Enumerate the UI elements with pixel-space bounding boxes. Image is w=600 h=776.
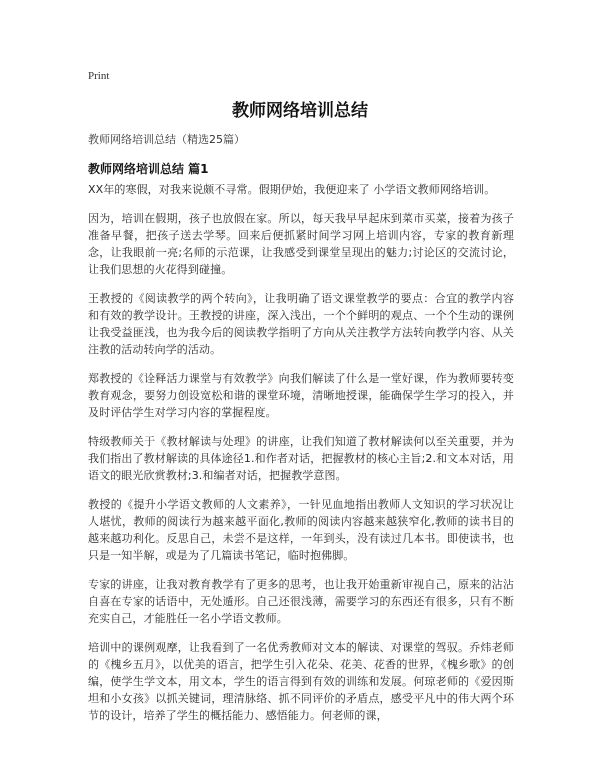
paragraph-6: 教授的《提升小学语文教师的人文素养》，一针见血地指出教师人文知识的学习状况让人堪忧，教师的阅读行为越来越平面化,教师的阅读内容越来越狭窄化,教师的读书目的越来越功利化。反思自己，未尝不是这样，一年到头，没有读过几本书。即使读书，也只是一知半解，或是为了几篇读书笔记，临时抱佛脚。 [88, 498, 514, 562]
document-body [88, 181, 514, 736]
paragraph-3: 王教授的《阅读教学的两个转向》，让我明确了语文课堂教学的要点：合宜的教学内容和有效的教学设计。王教授的讲座，深入浅出，一个个鲜明的观点、一个个生动的课例让我受益匪浅，也为我今后的阅读教学指明了方向从关注教学方法转向教学内容、从关注教的活动转向学的活动。 [88, 292, 514, 356]
paragraph-8: 培训中的课例观摩，让我看到了一名优秀教师对文本的解读、对课堂的驾驭。乔炜老师的《槐乡五月》，以优美的语言，把学生引入花朵、花美、花香的世界，《槐乡歌》的创编，使学生学文本，用文本，学生的语言得到有效的训练和发展。何琼老师的《爱因斯坦和小女孩》以抓关键词，理清脉络、抓不同评价的矛盾点，感受平凡中的伟大两个环节的设计，培养了学生的概括能力、感悟能力。何老师的课， [88, 641, 514, 722]
section-heading: 教师网络培训总结 篇1 [88, 162, 209, 176]
document-subtitle: 教师网络培训总结（精选25篇） [88, 133, 245, 146]
print-label[interactable]: Print [88, 70, 110, 82]
document-title: 教师网络培训总结 [232, 101, 368, 121]
paragraph-1: XX年的寒假，对我来说颇不寻常。假期伊始，我便迎来了 小学语文教师网络培训。 [88, 183, 496, 196]
paragraph-7: 专家的讲座，让我对教育教学有了更多的思考，也让我开始重新审视自己，原来的沾沾自喜在专家的话语中，无处遁形。自己还很浅薄，需要学习的东西还有很多，只有不断充实自己，才能胜任一名小学语文教师。 [88, 578, 514, 625]
paragraph-2: 因为，培训在假期，孩子也放假在家。所以，每天我早早起床到菜市买菜，接着为孩子准备早餐，把孩子送去学琴。回来后便抓紧时间学习网上培训内容，专家的教育新理念，让我眼前一亮;名师的示范课，让我感受到课堂呈现出的魅力;讨论区的交流讨论，让我们思想的火花得到碰撞。 [88, 212, 514, 276]
paragraph-5: 特级教师关于《教材解读与处理》的讲座，让我们知道了教材解读何以至关重要，并为我们指出了教材解读的具体途径1.和作者对话，把握教材的核心主旨;2.和文本对话，用语文的眼光欣赏教材;3.和编者对话，把握教学意图。 [88, 435, 514, 482]
paragraph-4: 郑教授的《诠释活力课堂与有效教学》向我们解读了什么是一堂好课，作为教师要转变教育观念，要努力创设宽松和谐的课堂环境，清晰地授课，能确保学生学习的投入，并及时评估学生对学习内容的掌握程度。 [88, 372, 514, 419]
